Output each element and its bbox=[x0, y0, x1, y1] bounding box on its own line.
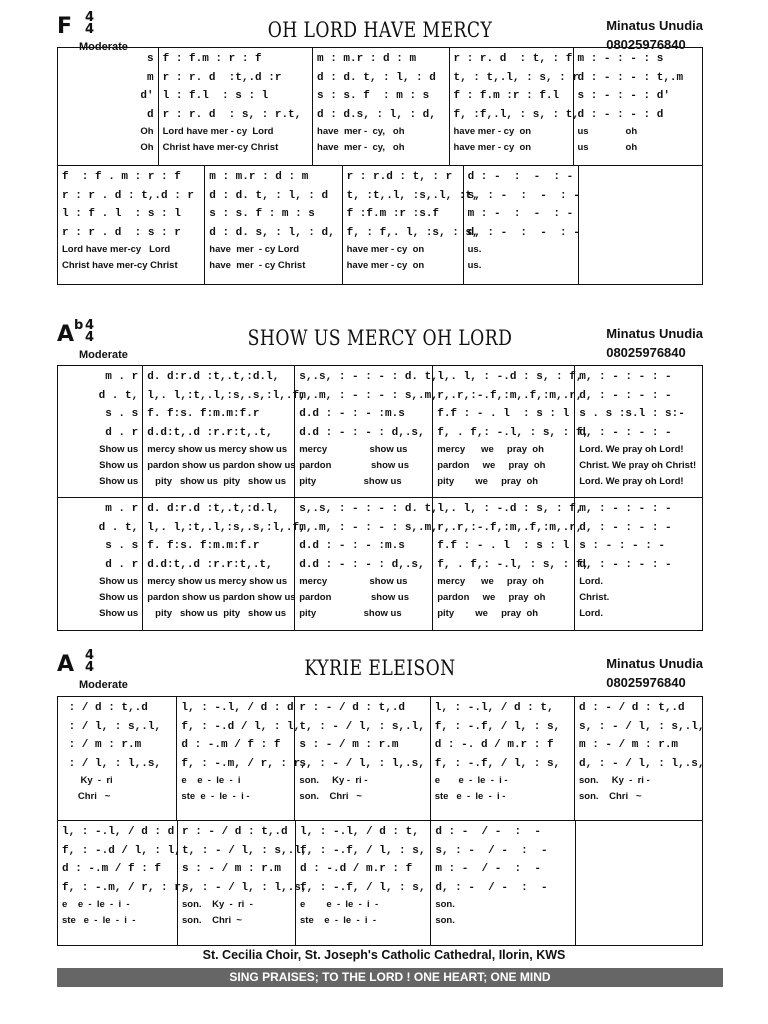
measure-cell bbox=[433, 366, 590, 497]
notation-grid bbox=[57, 696, 703, 946]
composer-block bbox=[606, 324, 703, 362]
solfa-line: m : - : - : - bbox=[467, 208, 574, 220]
solfa-line: f, : -.m, / r, : r, bbox=[181, 757, 307, 770]
time-bottom: 4 bbox=[85, 660, 95, 675]
composer-phone: 08025976840 bbox=[606, 675, 686, 690]
key-accidental: b bbox=[74, 318, 84, 333]
solfa-line: d : - : - : d bbox=[577, 108, 664, 121]
solfa-line: m : m.r : d : m bbox=[317, 53, 417, 65]
song-title: OH LORD HAVE MERCY bbox=[267, 18, 493, 42]
solfa-line: f, : f,. l, :s, : s, bbox=[346, 226, 479, 239]
solfa-line: f.f : - . l : s : l bbox=[437, 540, 570, 552]
lyric-line: son. Ky - ri - bbox=[579, 775, 650, 786]
lyric-line: Lord. We pray oh Lord! bbox=[579, 476, 684, 487]
solfa-line: f.f : - . l : s : l bbox=[437, 408, 570, 420]
measure-cell bbox=[58, 498, 143, 630]
key-signature bbox=[57, 318, 95, 347]
lyric-line: son. bbox=[435, 915, 455, 926]
composer-phone: 08025976840 bbox=[606, 37, 686, 52]
song-title: SHOW US MERCY OH LORD bbox=[247, 326, 513, 350]
lyric-line: Show us bbox=[99, 576, 139, 587]
lyric-line: have mer - cy on bbox=[346, 260, 425, 271]
lyric-line: have mer - cy on bbox=[346, 244, 425, 255]
lyric-line: e e - le - i bbox=[181, 775, 241, 786]
solfa-line: s . s bbox=[105, 540, 139, 552]
lyric-line: mercy we pray oh bbox=[437, 444, 544, 455]
lyric-line: Christ have mer-cy Christ bbox=[162, 142, 279, 153]
measure-cell bbox=[143, 366, 306, 497]
solfa-line: r : r. d : s, : r.t, bbox=[162, 108, 302, 121]
lyric-line: Show us bbox=[99, 608, 139, 619]
lyric-line: pardon we pray oh bbox=[437, 592, 546, 603]
measure-cell bbox=[431, 697, 575, 820]
composer-phone: 08025976840 bbox=[606, 345, 686, 360]
solfa-line: d' bbox=[140, 90, 154, 102]
solfa-line: : / l, : l,.s, bbox=[62, 757, 162, 770]
solfa-line: r : r. d : t, : f bbox=[453, 53, 573, 65]
solfa-line: d : -.m / f : f bbox=[181, 739, 281, 751]
solfa-line: d.d : - : - : d,.s, bbox=[299, 426, 425, 439]
tempo-marking: Moderate bbox=[79, 349, 128, 361]
time-signature bbox=[85, 12, 94, 36]
lyric-line bbox=[580, 913, 698, 929]
lyric-line: us. bbox=[467, 244, 482, 255]
solfa-line: : / m : r.m bbox=[62, 739, 142, 751]
composer-name: Minatus Unudia bbox=[606, 656, 703, 671]
lyric-line: pity show us bbox=[299, 608, 402, 619]
solfa-line: f, : -.m, / r, : r, bbox=[62, 881, 188, 894]
solfa-line: f : f.m :r : f.l bbox=[453, 90, 560, 102]
solfa-line: f. f:s. f:m.m:f.r bbox=[147, 408, 260, 420]
solfa-line: d : -. d / m.r : f bbox=[434, 739, 554, 751]
solfa-line: f : f.m : r : f bbox=[162, 53, 262, 65]
solfa-line: r : - / d : t,.d bbox=[182, 826, 288, 838]
lyric-line: Show us bbox=[99, 460, 139, 471]
solfa-line: d : d. s, : l, : d, bbox=[209, 226, 335, 239]
solfa-line: d : - / - : - bbox=[435, 826, 541, 838]
solfa-line: s . s :s.l : s:- bbox=[579, 408, 685, 420]
measure-cell bbox=[431, 821, 575, 945]
solfa-line: d, : - / - : - bbox=[435, 881, 548, 894]
solfa-line: d. d:r.d :t,.t,:d.l, bbox=[147, 371, 280, 383]
solfa-line: d.d : - : - :m.s bbox=[299, 408, 405, 420]
solfa-line: : / l, : s,.l, bbox=[62, 720, 162, 733]
lyric-line: us oh bbox=[577, 142, 638, 153]
solfa-line: d : - : - : - bbox=[467, 171, 574, 183]
solfa-line: f, : -.f, / l, : s, bbox=[300, 881, 426, 894]
time-top: 4 bbox=[85, 10, 95, 25]
solfa-line: f, :f,.l, : s, : t, bbox=[453, 108, 579, 121]
solfa-line: l, : -.l, / d : t, bbox=[300, 826, 419, 838]
solfa-line: l,. l,:t,.l,:s,.s,:l,.f, bbox=[147, 521, 306, 534]
solfa-line: f : f . m : r : f bbox=[62, 171, 181, 183]
lyric-line: e e - le - i - bbox=[62, 899, 130, 910]
measure-cell bbox=[58, 166, 205, 284]
key-letter: A bbox=[57, 322, 75, 347]
solfa-line: t, : - / l, : s,.l, bbox=[299, 720, 425, 733]
composer-block bbox=[606, 654, 703, 692]
lyric-line: Lord have mer - cy Lord bbox=[162, 126, 274, 137]
notation-row bbox=[58, 166, 702, 284]
measure-cell bbox=[143, 498, 306, 630]
lyric-line: Christ have mer-cy Christ bbox=[62, 260, 178, 271]
solfa-line bbox=[583, 187, 698, 206]
solfa-line: d.d:t,.d :r.r:t,.t, bbox=[147, 558, 273, 571]
notation-row bbox=[58, 821, 702, 945]
lyric-line: Lord. bbox=[579, 608, 603, 619]
solfa-line: d, : - : - : - bbox=[579, 426, 672, 439]
solfa-line: s, : - / - : - bbox=[435, 844, 548, 857]
lyric-line: mercy show us mercy show us bbox=[147, 576, 288, 587]
time-top: 4 bbox=[85, 318, 95, 333]
lyric-line: Christ. We pray oh Christ! bbox=[579, 460, 697, 471]
song-title: KYRIE ELEISON bbox=[304, 656, 456, 680]
solfa-line bbox=[580, 842, 698, 861]
solfa-line: f, : -.d / l, : l, bbox=[181, 720, 301, 733]
lyric-line: ste e - le - i - bbox=[181, 791, 250, 802]
measure-cell bbox=[575, 366, 702, 497]
lyric-line: pity we pray oh bbox=[437, 476, 539, 487]
measure-cell bbox=[58, 821, 188, 945]
solfa-line: s bbox=[147, 53, 154, 65]
tempo-marking: Moderate bbox=[79, 679, 128, 691]
solfa-line: s : s. f : m : s bbox=[317, 90, 430, 102]
lyric-line: have mer - cy on bbox=[453, 142, 532, 153]
lyric-line: mercy show us mercy show us bbox=[147, 444, 288, 455]
time-signature bbox=[85, 320, 94, 344]
solfa-line: d : d. t, : l, : d bbox=[317, 71, 436, 84]
solfa-line: r : r.d : t, : r bbox=[346, 171, 453, 183]
solfa-line: d . t, bbox=[98, 389, 139, 402]
solfa-line: f, . f,: -.l, : s, : f, bbox=[437, 558, 590, 571]
time-top: 4 bbox=[85, 648, 95, 663]
solfa-line: d, : - : - : - bbox=[579, 389, 672, 402]
measure-cell bbox=[295, 697, 430, 820]
solfa-line: l,. l, : -.d : s, : f, bbox=[437, 371, 583, 383]
solfa-line: l,. l, : -.d : s, : f, bbox=[437, 503, 583, 515]
lyric-line: us oh bbox=[577, 126, 638, 137]
solfa-line: d, : - : - : - bbox=[467, 226, 580, 239]
measure-cell bbox=[58, 697, 177, 820]
solfa-line: s, : - / l, : l,.s, bbox=[299, 757, 425, 770]
lyric-line bbox=[583, 258, 698, 274]
lyric-line: pardon show us pardon show us bbox=[147, 592, 296, 603]
measure-cell bbox=[178, 821, 308, 945]
measure-cell bbox=[575, 697, 705, 820]
lyric-line: Ky - ri bbox=[62, 775, 113, 786]
solfa-line: d : - / d : t,.d bbox=[579, 702, 685, 714]
solfa-line: d. d:r.d :t,.t,:d.l, bbox=[147, 503, 280, 515]
solfa-line: s : s. f : m : s bbox=[209, 208, 315, 220]
lyric-line: have mer - cy Christ bbox=[209, 260, 306, 271]
lyric-line: mercy we pray oh bbox=[437, 576, 544, 587]
solfa-line: d, : - / l, : l,.s, bbox=[579, 757, 705, 770]
lyric-line: pardon we pray oh bbox=[437, 460, 546, 471]
solfa-line: l : f.l : s : l bbox=[162, 90, 269, 102]
lyric-line: son. Chri ~ bbox=[299, 791, 362, 802]
measure-cell bbox=[576, 821, 702, 945]
lyric-line: Oh bbox=[140, 126, 154, 137]
notation-row bbox=[58, 498, 702, 630]
measure-cell bbox=[296, 821, 431, 945]
solfa-line: d : - : - : t,.m bbox=[577, 71, 684, 84]
lyric-line: son. Chri ~ bbox=[182, 915, 242, 926]
solfa-line: f. f:s. f:m.m:f.r bbox=[147, 540, 260, 552]
solfa-line: d : d.s, : l, : d, bbox=[317, 108, 436, 121]
solfa-line: f :f.m :r :s.f bbox=[346, 208, 440, 220]
key-signature bbox=[57, 648, 95, 677]
lyric-line: son. Ky - ri - bbox=[299, 775, 368, 786]
solfa-line: l, : -.l, / d : d bbox=[181, 702, 294, 714]
solfa-line bbox=[580, 860, 698, 879]
solfa-line: f, : -.f, / l, : s, bbox=[300, 844, 426, 857]
measure-cell bbox=[579, 166, 702, 284]
solfa-line: m,.m, : - : - : s,.m, bbox=[299, 389, 438, 402]
song-section bbox=[57, 318, 703, 633]
solfa-line: r : - / d : t,.d bbox=[299, 702, 406, 714]
solfa-line: s : - / m : r.m bbox=[299, 739, 399, 751]
lyric-line: pardon show us bbox=[299, 592, 410, 603]
solfa-line: s : - / m : r.m bbox=[182, 863, 282, 875]
lyric-line: pardon show us bbox=[299, 460, 410, 471]
time-signature bbox=[85, 650, 94, 674]
solfa-line: d . t, bbox=[98, 521, 139, 534]
lyric-line: ste e - le - i - bbox=[300, 915, 377, 926]
time-bottom: 4 bbox=[85, 330, 95, 345]
solfa-line: s . s bbox=[105, 408, 139, 420]
measure-cell bbox=[295, 366, 438, 497]
measure-cell bbox=[433, 498, 590, 630]
lyric-line: pity show us pity show us bbox=[147, 608, 287, 619]
solfa-line bbox=[583, 224, 698, 243]
solfa-line: m : - / - : - bbox=[435, 863, 541, 875]
measure-cell bbox=[575, 498, 702, 630]
lyric-line: have mer - cy Lord bbox=[209, 244, 300, 255]
measure-cell bbox=[295, 498, 438, 630]
solfa-line: s,.s, : - : - : d. t, bbox=[299, 371, 438, 383]
lyric-line: pity show us bbox=[299, 476, 402, 487]
solfa-line: d, : - : - : - bbox=[579, 521, 672, 534]
measure-cell bbox=[464, 166, 579, 284]
solfa-line: m, : - : - : - bbox=[579, 371, 672, 383]
solfa-line: l, : -.l, / d : d bbox=[62, 826, 175, 838]
solfa-line: t, : - / l, : s,.l, bbox=[182, 844, 308, 857]
lyric-line: ste e - le - i - bbox=[62, 915, 136, 926]
solfa-line: r,.r,:-.f,:m,.f,:m,.r, bbox=[437, 389, 583, 402]
measure-cell bbox=[58, 366, 143, 497]
lyric-line: Christ. bbox=[579, 592, 610, 603]
solfa-line: r : r . d : t,.d : r bbox=[62, 189, 195, 202]
solfa-line: f, : -.d / l, : l, bbox=[62, 844, 181, 857]
solfa-line: r : r. d :t,.d :r bbox=[162, 71, 282, 84]
solfa-line: s,.s, : - : - : d. t, bbox=[299, 503, 438, 515]
lyric-line: son. Ky - ri - bbox=[182, 899, 253, 910]
lyric-line: Lord. bbox=[579, 576, 603, 587]
solfa-line: d.d : - : - :m.s bbox=[299, 540, 405, 552]
solfa-line: s : - : - : d' bbox=[577, 90, 670, 102]
solfa-line bbox=[583, 205, 698, 224]
lyric-line: e e - le - i - bbox=[434, 775, 508, 786]
solfa-line: l,. l,:t,.l,:s,.s,:l,.f, bbox=[147, 389, 306, 402]
measure-cell bbox=[450, 48, 579, 165]
lyric-line: Lord. We pray oh Lord! bbox=[579, 444, 684, 455]
notation-grid bbox=[57, 47, 703, 285]
measure-cell bbox=[58, 48, 159, 165]
measure-cell bbox=[313, 48, 449, 165]
composer-name: Minatus Unudia bbox=[606, 326, 703, 341]
solfa-line: m : - : - : s bbox=[577, 53, 664, 65]
solfa-line bbox=[580, 879, 698, 898]
lyric-line: Oh bbox=[140, 142, 154, 153]
solfa-line: d.d : - : - : d,.s, bbox=[299, 558, 425, 571]
lyric-line: Show us bbox=[99, 592, 139, 603]
lyric-line: ste e - le - i - bbox=[434, 791, 506, 802]
song-section bbox=[57, 10, 703, 287]
lyric-line: e e - le - i - bbox=[300, 899, 379, 910]
solfa-line: d : -.d / m.r : f bbox=[300, 863, 413, 875]
tempo-marking: Moderate bbox=[79, 41, 128, 53]
lyric-line: son. Chri ~ bbox=[579, 791, 642, 802]
solfa-line: t, :t,.l, :s,.l, :t, bbox=[346, 189, 479, 202]
lyric-line bbox=[583, 242, 698, 258]
key-letter: A bbox=[57, 652, 75, 677]
solfa-line: m, : - : - : - bbox=[579, 503, 672, 515]
solfa-line: d : d. t, : l, : d bbox=[209, 189, 329, 202]
solfa-line: m . r bbox=[105, 503, 139, 515]
solfa-line: t, : t,.l, : s, : r bbox=[453, 71, 579, 84]
notation-row bbox=[58, 697, 705, 821]
solfa-line: m,.m, : - : - : s,.m, bbox=[299, 521, 438, 534]
solfa-line: f, : -.f, / l, : s, bbox=[434, 757, 561, 770]
lyric-line: us. bbox=[467, 260, 482, 271]
measure-cell bbox=[574, 48, 703, 165]
solfa-line: d.d:t,.d :r.r:t,.t, bbox=[147, 426, 273, 439]
solfa-line: d . r bbox=[105, 426, 139, 439]
composer-name: Minatus Unudia bbox=[606, 18, 703, 33]
solfa-line: : / d : t,.d bbox=[62, 702, 148, 714]
key-letter: F bbox=[57, 14, 73, 39]
lyric-line bbox=[580, 897, 698, 913]
time-bottom: 4 bbox=[85, 22, 95, 37]
lyric-line: pity we pray oh bbox=[437, 608, 539, 619]
lyric-line: Lord have mer-cy Lord bbox=[62, 244, 171, 255]
solfa-line: s, : - / l, : l,.s, bbox=[182, 881, 308, 894]
solfa-line: d : -.m / f : f bbox=[62, 863, 162, 875]
song-section bbox=[57, 648, 705, 948]
lyric-line: pity show us pity show us bbox=[147, 476, 287, 487]
lyric-line: have mer - cy, oh bbox=[317, 142, 405, 153]
solfa-line bbox=[583, 168, 698, 187]
notation-row bbox=[58, 366, 702, 498]
notation-grid bbox=[57, 365, 703, 631]
lyric-line: have mer - cy, oh bbox=[317, 126, 405, 137]
solfa-line: l : f . l : s : l bbox=[62, 208, 181, 220]
solfa-line bbox=[580, 823, 698, 842]
solfa-line: d, : - : - : - bbox=[579, 558, 672, 571]
solfa-line: s, : - / l, : s,.l, bbox=[579, 720, 705, 733]
solfa-line: m bbox=[147, 71, 154, 84]
solfa-line: m : - / m : r.m bbox=[579, 739, 679, 751]
lyric-line: Chri ~ bbox=[62, 791, 111, 802]
lyric-line: Show us bbox=[99, 444, 139, 455]
choir-credit: St. Cecilia Choir, St. Joseph's Catholic Cathedral, Ilorin, KWS bbox=[202, 948, 566, 962]
solfa-line: m : m.r : d : m bbox=[209, 171, 309, 183]
solfa-line: r : r . d : s : r bbox=[62, 226, 181, 239]
solfa-line: d . r bbox=[105, 558, 139, 571]
solfa-line: d bbox=[147, 108, 154, 121]
notation-row bbox=[58, 48, 702, 166]
lyric-line: have mer - cy on bbox=[453, 126, 532, 137]
measure-cell bbox=[205, 166, 342, 284]
solfa-line: l, : -.l, / d : t, bbox=[434, 702, 554, 714]
motto-banner: SING PRAISES; TO THE LORD ! ONE HEART; ONE MIND bbox=[57, 968, 723, 987]
key-signature bbox=[57, 10, 95, 39]
measure-cell bbox=[159, 48, 313, 165]
lyric-line: son. bbox=[435, 899, 455, 910]
solfa-line: s, : - : - : - bbox=[467, 189, 580, 202]
measure-cell bbox=[177, 697, 307, 820]
solfa-line: r,.r,:-.f,:m,.f,:m,.r, bbox=[437, 521, 583, 534]
lyric-line: pardon show us pardon show us bbox=[147, 460, 296, 471]
lyric-line: mercy show us bbox=[299, 444, 408, 455]
solfa-line: f, : -.f, / l, : s, bbox=[434, 720, 561, 733]
solfa-line: m . r bbox=[105, 371, 139, 383]
lyric-line: mercy show us bbox=[299, 576, 408, 587]
solfa-line: f, . f,: -.l, : s, : f, bbox=[437, 426, 590, 439]
lyric-line: Show us bbox=[99, 476, 139, 487]
solfa-line: s : - : - : - bbox=[579, 540, 666, 552]
